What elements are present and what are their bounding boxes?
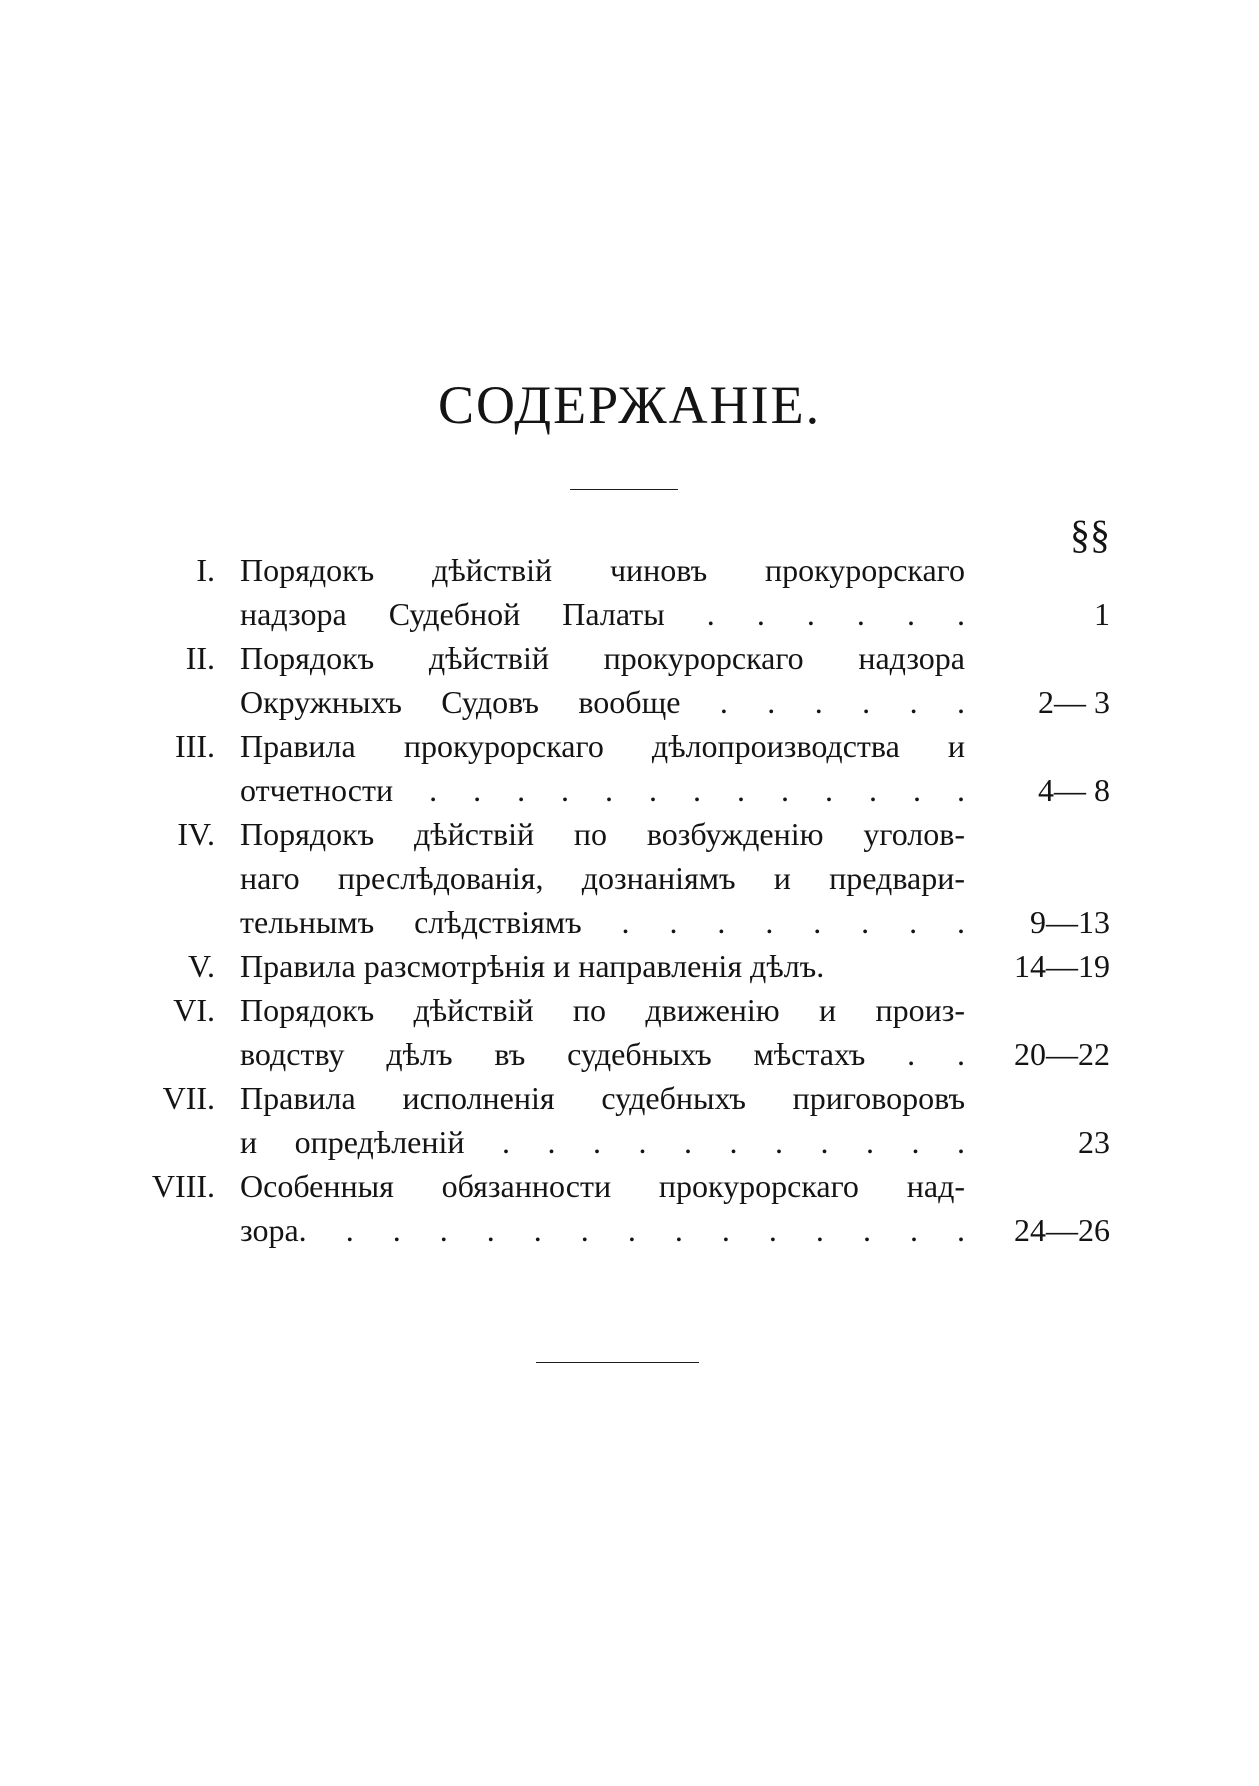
page-range: 1 <box>1094 596 1110 632</box>
toc-entry <box>0 1076 1259 1164</box>
chapter-title-text <box>240 812 965 856</box>
chapter-title-segment: водству дѣлъ въ судебныхъ мѣстахъ <box>240 1036 866 1072</box>
toc-entry-line <box>0 768 1259 812</box>
section-symbol-header: §§ <box>1070 512 1110 557</box>
page-title: СОДЕРЖАНІЕ. <box>437 375 822 435</box>
chapter-title-segment: и опредѣленій <box>240 1124 465 1160</box>
toc-entry-line <box>0 1164 1259 1208</box>
toc-entry-line <box>0 1208 1259 1252</box>
chapter-title-segment: зора. <box>240 1212 307 1248</box>
table-of-contents <box>0 548 1259 1252</box>
chapter-title-segment: надзора Судебной Палаты <box>240 596 665 632</box>
page-range: 14—19 <box>1014 948 1110 984</box>
chapter-numeral: VII. <box>162 1080 215 1116</box>
toc-entry-line <box>0 944 1259 988</box>
toc-entry <box>0 1164 1259 1252</box>
page-range: 9—13 <box>1030 904 1110 940</box>
chapter-title-segment: Правила разсмотрѣнія и направленія дѣлъ. <box>240 948 825 984</box>
toc-entry <box>0 636 1259 724</box>
chapter-title-segment: Правила прокурорскаго дѣлопроизводства и <box>240 728 965 764</box>
page-range: 20—22 <box>1014 1036 1110 1072</box>
title-rule <box>570 489 678 490</box>
closing-rule <box>536 1362 699 1363</box>
chapter-title-segment: наго преслѣдованія, дознаніямъ и предвари- <box>240 860 965 896</box>
chapter-title-text <box>240 636 965 680</box>
toc-entry-line <box>0 900 1259 944</box>
dot-leader: . . . . . . . . <box>621 904 965 940</box>
chapter-title-segment: Окружныхъ Судовъ вообще <box>240 684 681 720</box>
toc-entry-line <box>0 1032 1259 1076</box>
toc-entry-line <box>0 856 1259 900</box>
chapter-title-text <box>240 724 965 768</box>
chapter-title-text <box>240 944 965 988</box>
chapter-title-segment: тельнымъ слѣдствіямъ <box>240 904 582 940</box>
chapter-title-text <box>240 1076 965 1120</box>
chapter-title-text <box>240 1164 965 1208</box>
toc-entry-line <box>0 548 1259 592</box>
dot-leader: . . . . . . . . . . . . . <box>429 772 965 808</box>
dot-leader: . . . . . . <box>706 596 965 632</box>
chapter-title-text <box>240 900 965 944</box>
chapter-title-text <box>240 1208 965 1252</box>
chapter-title-text <box>240 680 965 724</box>
toc-entry-line <box>0 1120 1259 1164</box>
dot-leader: . . <box>907 1036 965 1072</box>
toc-entry-line <box>0 1076 1259 1120</box>
chapter-title-segment: Порядокъ дѣйствій по движенію и произ- <box>240 992 965 1028</box>
chapter-numeral: I. <box>196 552 215 588</box>
page-range: 24—26 <box>1014 1212 1110 1248</box>
toc-entry-line <box>0 812 1259 856</box>
chapter-title-text <box>240 988 965 1032</box>
chapter-numeral: VIII. <box>151 1168 215 1204</box>
page-range: 23 <box>1078 1124 1110 1160</box>
chapter-numeral: VI. <box>173 992 215 1028</box>
toc-entry-line <box>0 988 1259 1032</box>
page-range: 4— 8 <box>1038 772 1110 808</box>
chapter-numeral: III. <box>175 728 215 764</box>
toc-entry <box>0 988 1259 1076</box>
chapter-title-segment: Порядокъ дѣйствій по возбужденію уголов- <box>240 816 965 852</box>
toc-entry <box>0 548 1259 636</box>
dot-leader: . . . . . . <box>719 684 965 720</box>
chapter-title-text <box>240 1032 965 1076</box>
dot-leader: . . . . . . . . . . . . . . <box>345 1212 965 1248</box>
toc-entry-line <box>0 724 1259 768</box>
chapter-title-text <box>240 548 965 592</box>
toc-entry-line <box>0 592 1259 636</box>
chapter-title-text <box>240 768 965 812</box>
chapter-title-segment: Правила исполненія судебныхъ приговоровъ <box>240 1080 965 1116</box>
chapter-numeral: IV. <box>177 816 215 852</box>
chapter-title-segment: Порядокъ дѣйствій прокурорскаго надзора <box>240 640 965 676</box>
chapter-title-text <box>240 856 965 900</box>
dot-leader: . . . . . . . . . . . <box>502 1124 965 1160</box>
toc-entry-line <box>0 680 1259 724</box>
chapter-numeral: II. <box>185 640 215 676</box>
page-range: 2— 3 <box>1038 684 1110 720</box>
toc-entry <box>0 944 1259 988</box>
chapter-title-text <box>240 592 965 636</box>
chapter-title-text <box>240 1120 965 1164</box>
chapter-title-segment: Особенныя обязанности прокурорскаго над- <box>240 1168 965 1204</box>
toc-entry <box>0 724 1259 812</box>
chapter-title-segment: отчетности <box>240 772 394 808</box>
toc-entry <box>0 812 1259 944</box>
chapter-numeral: V. <box>188 948 215 984</box>
toc-entry-line <box>0 636 1259 680</box>
chapter-title-segment: Порядокъ дѣйствій чиновъ прокурорскаго <box>240 552 965 588</box>
